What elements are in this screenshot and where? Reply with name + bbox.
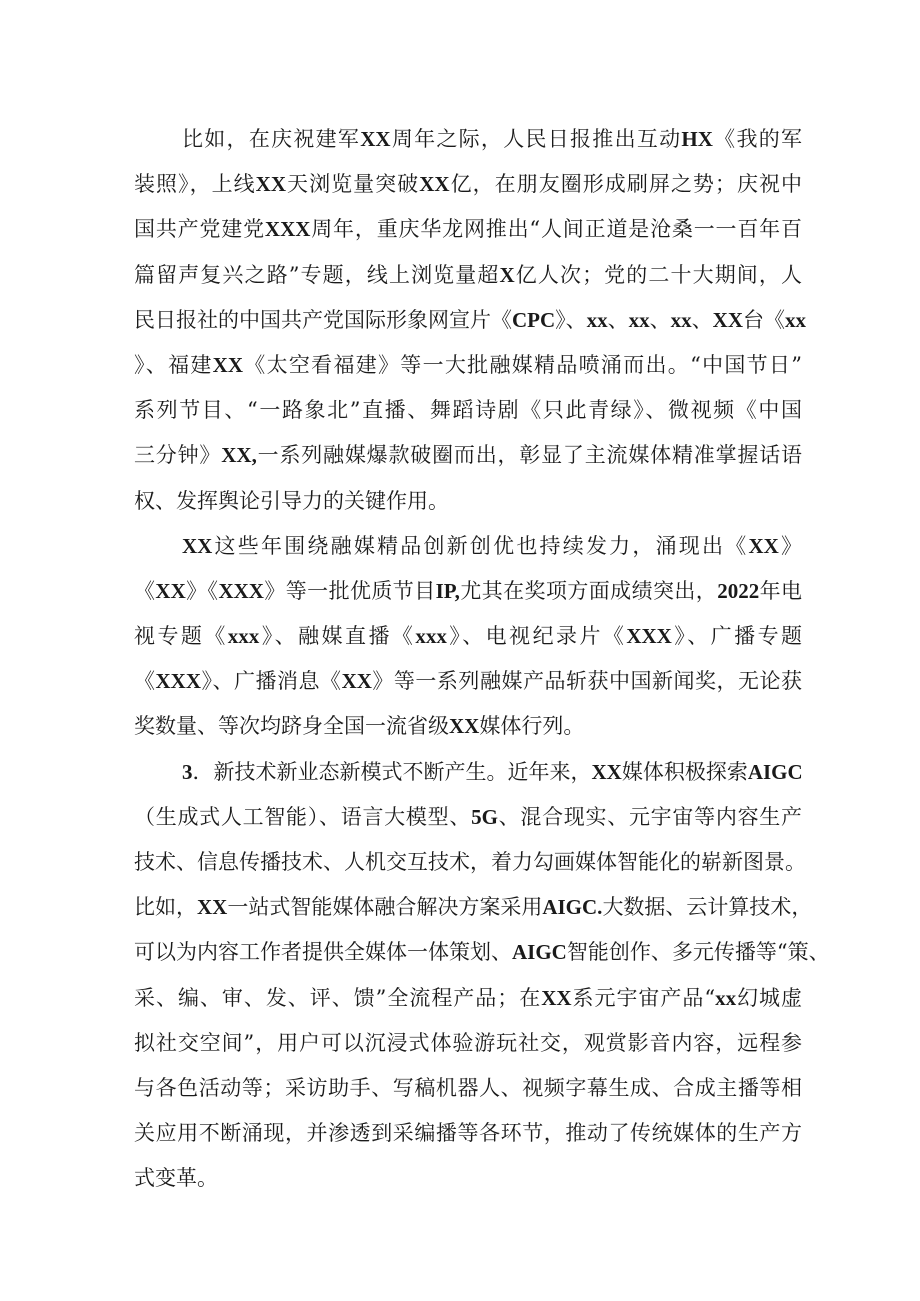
latin-term: xx: [586, 307, 608, 332]
latin-term: xx: [628, 307, 650, 332]
text-line: XX这些年围绕融媒精品创新创优也持续发力，涌现出《XX》: [182, 533, 803, 558]
latin-term: XX,: [221, 443, 257, 468]
text-line: 比如，在庆祝建军XX周年之际，人民日报推出互动HX《我的军: [182, 127, 803, 151]
latin-term: XX: [591, 759, 622, 784]
latin-term: XXX: [218, 578, 264, 603]
text-line: 3．新技术新业态新模式不断产生。近年来，XX媒体积极探索AIGC: [182, 759, 803, 784]
text-line: 权、发挥舆论引导力的关键作用。: [134, 488, 449, 513]
text-line: 可以为内容工作者提供全媒体一体策划、AIGC智能创作、多元传播等“策、: [134, 940, 830, 965]
latin-term: XX: [212, 352, 243, 377]
latin-term: xxx: [415, 624, 447, 649]
text-line: 《XXX》、广播消息《XX》等一系列融媒产品斩获中国新闻奖，无论获: [134, 669, 803, 694]
latin-term: XXX: [264, 217, 311, 242]
text-line: 奖数量、等次均跻身全国一流省级XX媒体行列。: [134, 714, 585, 739]
text-line: 比如，XX一站式智能媒体融合解决方案采用AIGC.大数据、云计算技术，: [134, 895, 813, 920]
text-line: 系列节目、“一路象北”直播、舞蹈诗剧《只此青绿》、微视频《中国: [134, 398, 802, 423]
text-line: 拟社交空间”，用户可以沉浸式体验游玩社交，观赏影音内容，远程参: [134, 1030, 802, 1055]
text-line: 民日报社的中国共产党国际形象网宣片《CPC》、xx、xx、xx、XX台《xx: [134, 307, 807, 332]
text-line: 采、编、审、发、评、馈”全流程产品；在XX系元宇宙产品“xx幻城虚: [134, 985, 803, 1010]
text-line: 式变革。: [134, 1166, 218, 1191]
latin-term: XX: [449, 714, 480, 739]
latin-term: HX: [681, 127, 713, 151]
latin-term: AIGC.: [542, 895, 603, 920]
text-line: 篇留声复兴之路”专题，线上浏览量超X亿人次；党的二十大期间，人: [134, 262, 803, 287]
latin-term: XX: [712, 307, 744, 332]
latin-term: XX: [155, 578, 186, 603]
latin-term: XX: [748, 533, 779, 558]
latin-term: X: [499, 262, 515, 287]
latin-term: 5G: [471, 804, 498, 829]
text-line: 视专题《xxx》、融媒直播《xxx》、电视纪录片《XXX》、广播专题: [134, 624, 803, 649]
latin-term: XX: [341, 669, 372, 694]
latin-term: XX: [197, 895, 228, 920]
latin-term: xx: [785, 307, 807, 332]
document-page: [134, 117, 830, 1202]
latin-term: XXX: [626, 624, 672, 649]
latin-term: AIGC: [747, 759, 803, 784]
latin-term: xxx: [227, 624, 260, 649]
text-line: 装照》，上线XX天浏览量突破XX亿，在朋友圈形成刷屏之势；庆祝中: [134, 172, 803, 197]
text-line: 国共产党建党XXX周年，重庆华龙网推出“人间正道是沧桑一一百年百: [134, 217, 803, 242]
text-line: 《XX》《XXX》等一批优质节目IP,尤其在奖项方面成绩突出，2022年电: [134, 578, 803, 603]
latin-term: CPC: [512, 307, 556, 332]
text-line: 三分钟》XX,一系列融媒爆款破圈而出，彰显了主流媒体精准掌握话语: [134, 443, 803, 468]
text-line: 关应用不断涌现，并渗透到采编播等各环节，推动了传统媒体的生产方: [134, 1121, 802, 1146]
latin-term: xx: [715, 985, 737, 1010]
latin-term: IP,: [435, 578, 460, 603]
paragraph-awards: [134, 524, 802, 750]
latin-term: XX: [255, 172, 287, 197]
latin-term: XX: [541, 985, 572, 1010]
latin-term: XX: [360, 127, 391, 151]
text-line: （生成式人工智能）、语言大模型、5G、混合现实、元宇宙等内容生产: [134, 804, 803, 829]
latin-term: XXX: [155, 669, 202, 694]
latin-term: xx: [670, 307, 692, 332]
latin-term: AIGC: [512, 940, 567, 965]
paragraph-technology: [134, 750, 830, 1202]
text-line: 》、福建XX《太空看福建》等一大批融媒精品喷涌而出。“中国节日”: [134, 352, 802, 377]
latin-term: 2022: [717, 578, 760, 603]
text-line: 与各色活动等；采访助手、写稿机器人、视频字幕生成、合成主播等相: [134, 1075, 802, 1100]
latin-term: 3: [182, 759, 193, 784]
text-line: 技术、信息传播技术、人机交互技术，着力勾画媒体智能化的崭新图景。: [134, 850, 806, 874]
paragraph-example: [134, 117, 807, 524]
latin-term: XX: [419, 172, 450, 197]
latin-term: XX: [182, 533, 213, 558]
